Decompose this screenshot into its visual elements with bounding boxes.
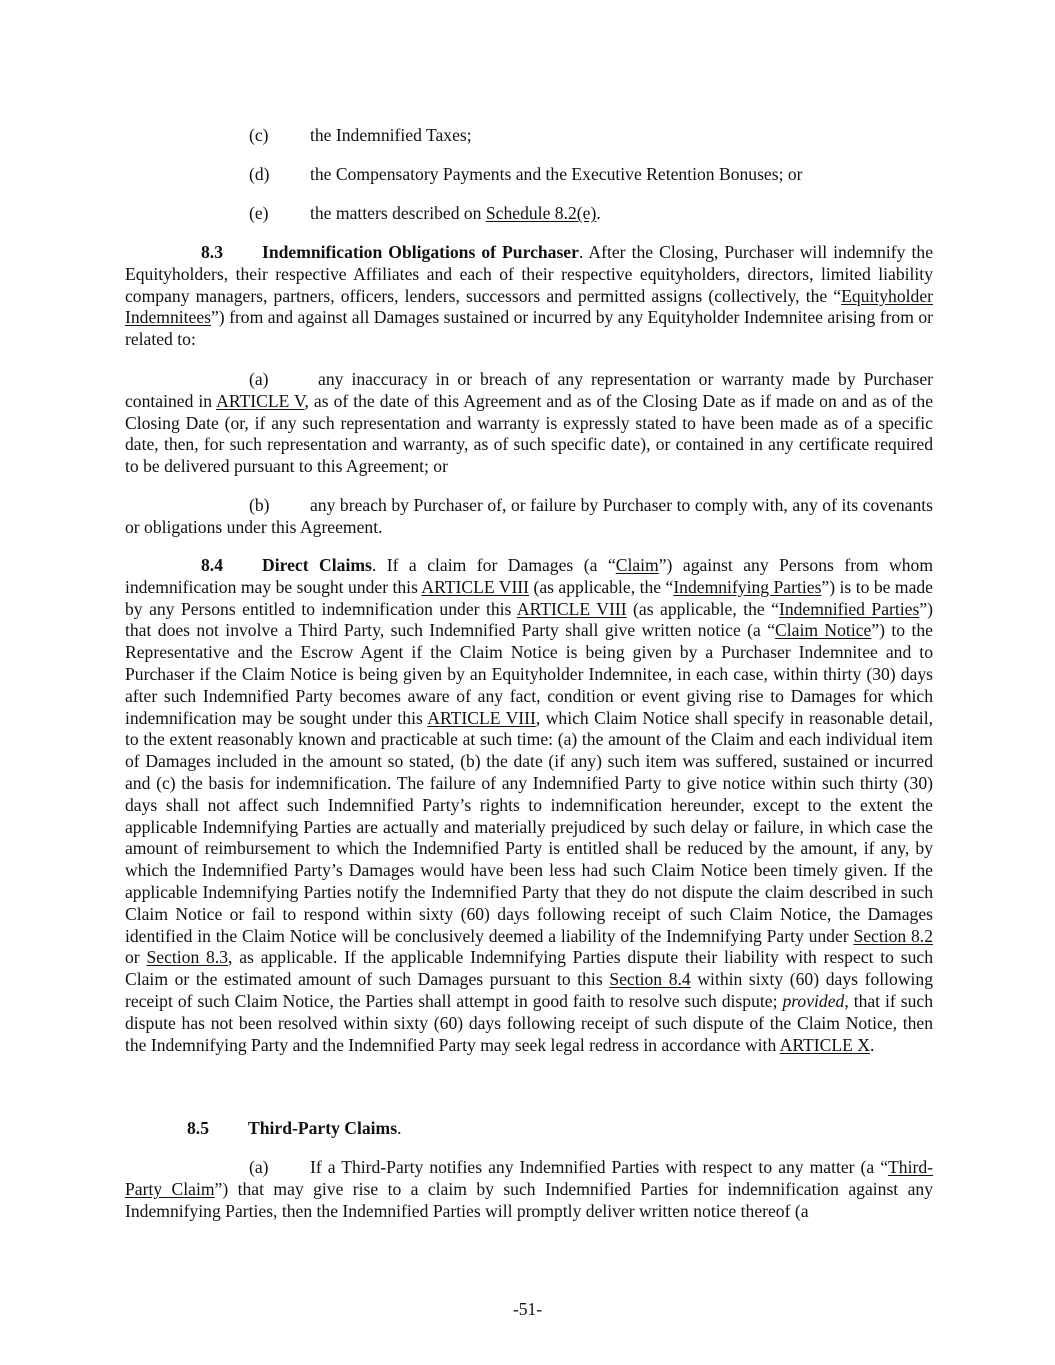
article-link[interactable]: ARTICLE VIII bbox=[421, 576, 530, 597]
section-text: (as applicable, the “ bbox=[626, 598, 779, 619]
list-item-number: (c) bbox=[249, 125, 269, 145]
subsection-number: (a) bbox=[249, 369, 269, 389]
section-link[interactable]: Section 8.2 bbox=[853, 925, 933, 946]
section-link[interactable]: Section 8.4 bbox=[609, 969, 691, 990]
subsection-text: If a Third-Party notifies any Indemnified Parties with respect to any matter (a “ bbox=[310, 1157, 889, 1177]
section-title: Indemnification Obligations of Purchaser bbox=[262, 242, 579, 262]
section-number: 8.5 bbox=[187, 1118, 209, 1138]
section-text: , that if such dispute has not been resolved within sixty (60) days following receipt of such dispute of the Claim Notice, then the Indemnifying Party and the Indemnified Party may seek legal redress in accordance with bbox=[125, 990, 933, 1055]
article-link[interactable]: ARTICLE X bbox=[779, 1034, 870, 1055]
section-text: ”) to the Representative and the Escrow Agent if the Claim Notice is being given by a Purchaser Indemnitee and to Purchaser if the Claim Notice is being given by an Equityholder Indemnitee, in each case, within thirty (30) days after such Indemnified Party becomes aware of any fact, condition or event giving rise to Damages for which indemnification may be sought under this bbox=[125, 620, 933, 728]
section-text: ”) is to be made by any Persons entitled to indemnification under this bbox=[125, 576, 933, 619]
defined-term: Indemnified Parties bbox=[778, 598, 920, 619]
section-8-3-paragraph bbox=[125, 242, 933, 351]
section-8-5-a-paragraph bbox=[125, 1157, 933, 1222]
list-item-number: (d) bbox=[249, 164, 270, 184]
list-item-d bbox=[249, 164, 803, 186]
section-text: , as applicable. If the applicable Indemnifying Parties dispute their liability with respect to such Claim or the estimated amount of such Damages pursuant to this bbox=[125, 947, 933, 990]
section-title: Third-Party Claims bbox=[248, 1118, 398, 1138]
article-link[interactable]: ARTICLE VIII bbox=[516, 598, 627, 619]
subsection-text: ”) that may give rise to a claim by such Indemnified Parties for indemnification against any Indemnifying Parties, then the Indemnified Parties will promptly deliver written notice thereof (a bbox=[125, 1178, 933, 1221]
article-link[interactable]: ARTICLE V bbox=[216, 390, 305, 411]
section-number: 8.3 bbox=[201, 242, 223, 262]
subsection-text: any inaccuracy in or breach of any representation or warranty made by Purchaser contained in bbox=[125, 369, 933, 411]
list-item-text: the Compensatory Payments and the Executive Retention Bonuses; or bbox=[310, 164, 803, 184]
list-item-text: the Indemnified Taxes; bbox=[310, 125, 472, 145]
section-link[interactable]: Section 8.3 bbox=[146, 947, 229, 968]
list-item-c bbox=[249, 125, 472, 147]
defined-term: Claim bbox=[615, 555, 659, 575]
article-link[interactable]: ARTICLE VIII bbox=[427, 707, 536, 728]
section-title-period: . bbox=[397, 1118, 402, 1138]
section-text: ”) from and against all Damages sustained or incurred by any Equityholder Indemnitee arising from or related to: bbox=[125, 307, 933, 350]
defined-term: Third-Party Claim bbox=[125, 1157, 933, 1199]
list-item-number: (e) bbox=[249, 203, 269, 223]
section-text: . bbox=[870, 1034, 875, 1055]
list-item-e bbox=[249, 203, 601, 225]
section-text: within sixty (60) days following receipt of such Claim Notice, the Parties shall attempt in good faith to resolve such dispute; bbox=[125, 969, 934, 1011]
subsection-number: (b) bbox=[249, 495, 270, 515]
schedule-link[interactable]: Schedule 8.2(e) bbox=[485, 203, 597, 223]
list-item-text: the matters described on bbox=[310, 203, 486, 223]
section-8-3-b-paragraph bbox=[125, 495, 933, 539]
defined-term: Claim Notice bbox=[775, 620, 872, 641]
defined-term: Indemnifying Parties bbox=[673, 576, 822, 597]
list-item-text-end: . bbox=[596, 203, 601, 223]
section-8-4-paragraph bbox=[125, 555, 933, 1056]
section-number: 8.4 bbox=[201, 555, 223, 575]
page-number: -51- bbox=[512, 1299, 543, 1319]
section-8-3-a-paragraph bbox=[125, 369, 933, 478]
section-text: ”) against any Persons from whom indemnification may be sought under this bbox=[125, 555, 934, 597]
subsection-number: (a) bbox=[249, 1157, 269, 1177]
section-title: Direct Claims bbox=[262, 555, 372, 575]
section-8-5-heading bbox=[187, 1118, 401, 1140]
section-text: . After the Closing, Purchaser will indemnify the Equityholders, their respective Affiliates and each of their respective equityholders, directors, limited liability company managers, partners, officers, lenders, successors and permitted assigns (collectively, the “ bbox=[125, 242, 934, 306]
section-text: ”) that does not involve a Third Party, such Indemnified Party shall give written notice (a “ bbox=[125, 598, 933, 641]
section-text: . If a claim for Damages (a “ bbox=[371, 555, 616, 575]
section-text: or bbox=[125, 947, 147, 968]
section-text: , which Claim Notice shall specify in reasonable detail, to the extent reasonably known and practicable at such time: (a) the amount of the Claim and each individual item of Damages included in the amount so stated, (b) the date (if any) such item was suffered, sustained or incurred and (c) the basis for indemnification. The failure of any Indemnified Party to give notice within such thirty (30) days shall not affect such Indemnified Party’s rights to indemnification hereunder, except to the extent the applicable Indemnifying Parties are actually and materially prejudiced by such delay or failure, in which case the amount of reimbursement to which the Indemnified Party is entitled shall be reduced by the amount, if any, by which the Indemnified Party’s Damages would have been less had such Claim Notice been timely given. If the applicable Indemnifying Parties notify the Indemnified Party that they do not dispute the claim described in such Claim Notice or fail to respond within sixty (60) days following receipt of such Claim Notice, the Damages identified in the Claim Notice will be conclusively deemed a liability of the Indemnifying Party under bbox=[125, 707, 933, 946]
section-text: (as applicable, the “ bbox=[529, 576, 674, 597]
subsection-text: any breach by Purchaser of, or failure by Purchaser to comply with, any of its covenants or obligations under this Agreement. bbox=[125, 495, 933, 537]
italic-term: provided bbox=[782, 990, 845, 1011]
subsection-text: , as of the date of this Agreement and as of the Closing Date as if made on and as of the Closing Date (or, if any such representation and warranty is expressly stated to have been made as of a specific date, then, for such representation and warranty, as of such specific date), or contained in any certificate required to be delivered pursuant to this Agreement; or bbox=[125, 390, 934, 477]
defined-term: Equityholder Indemnitees bbox=[125, 285, 933, 328]
